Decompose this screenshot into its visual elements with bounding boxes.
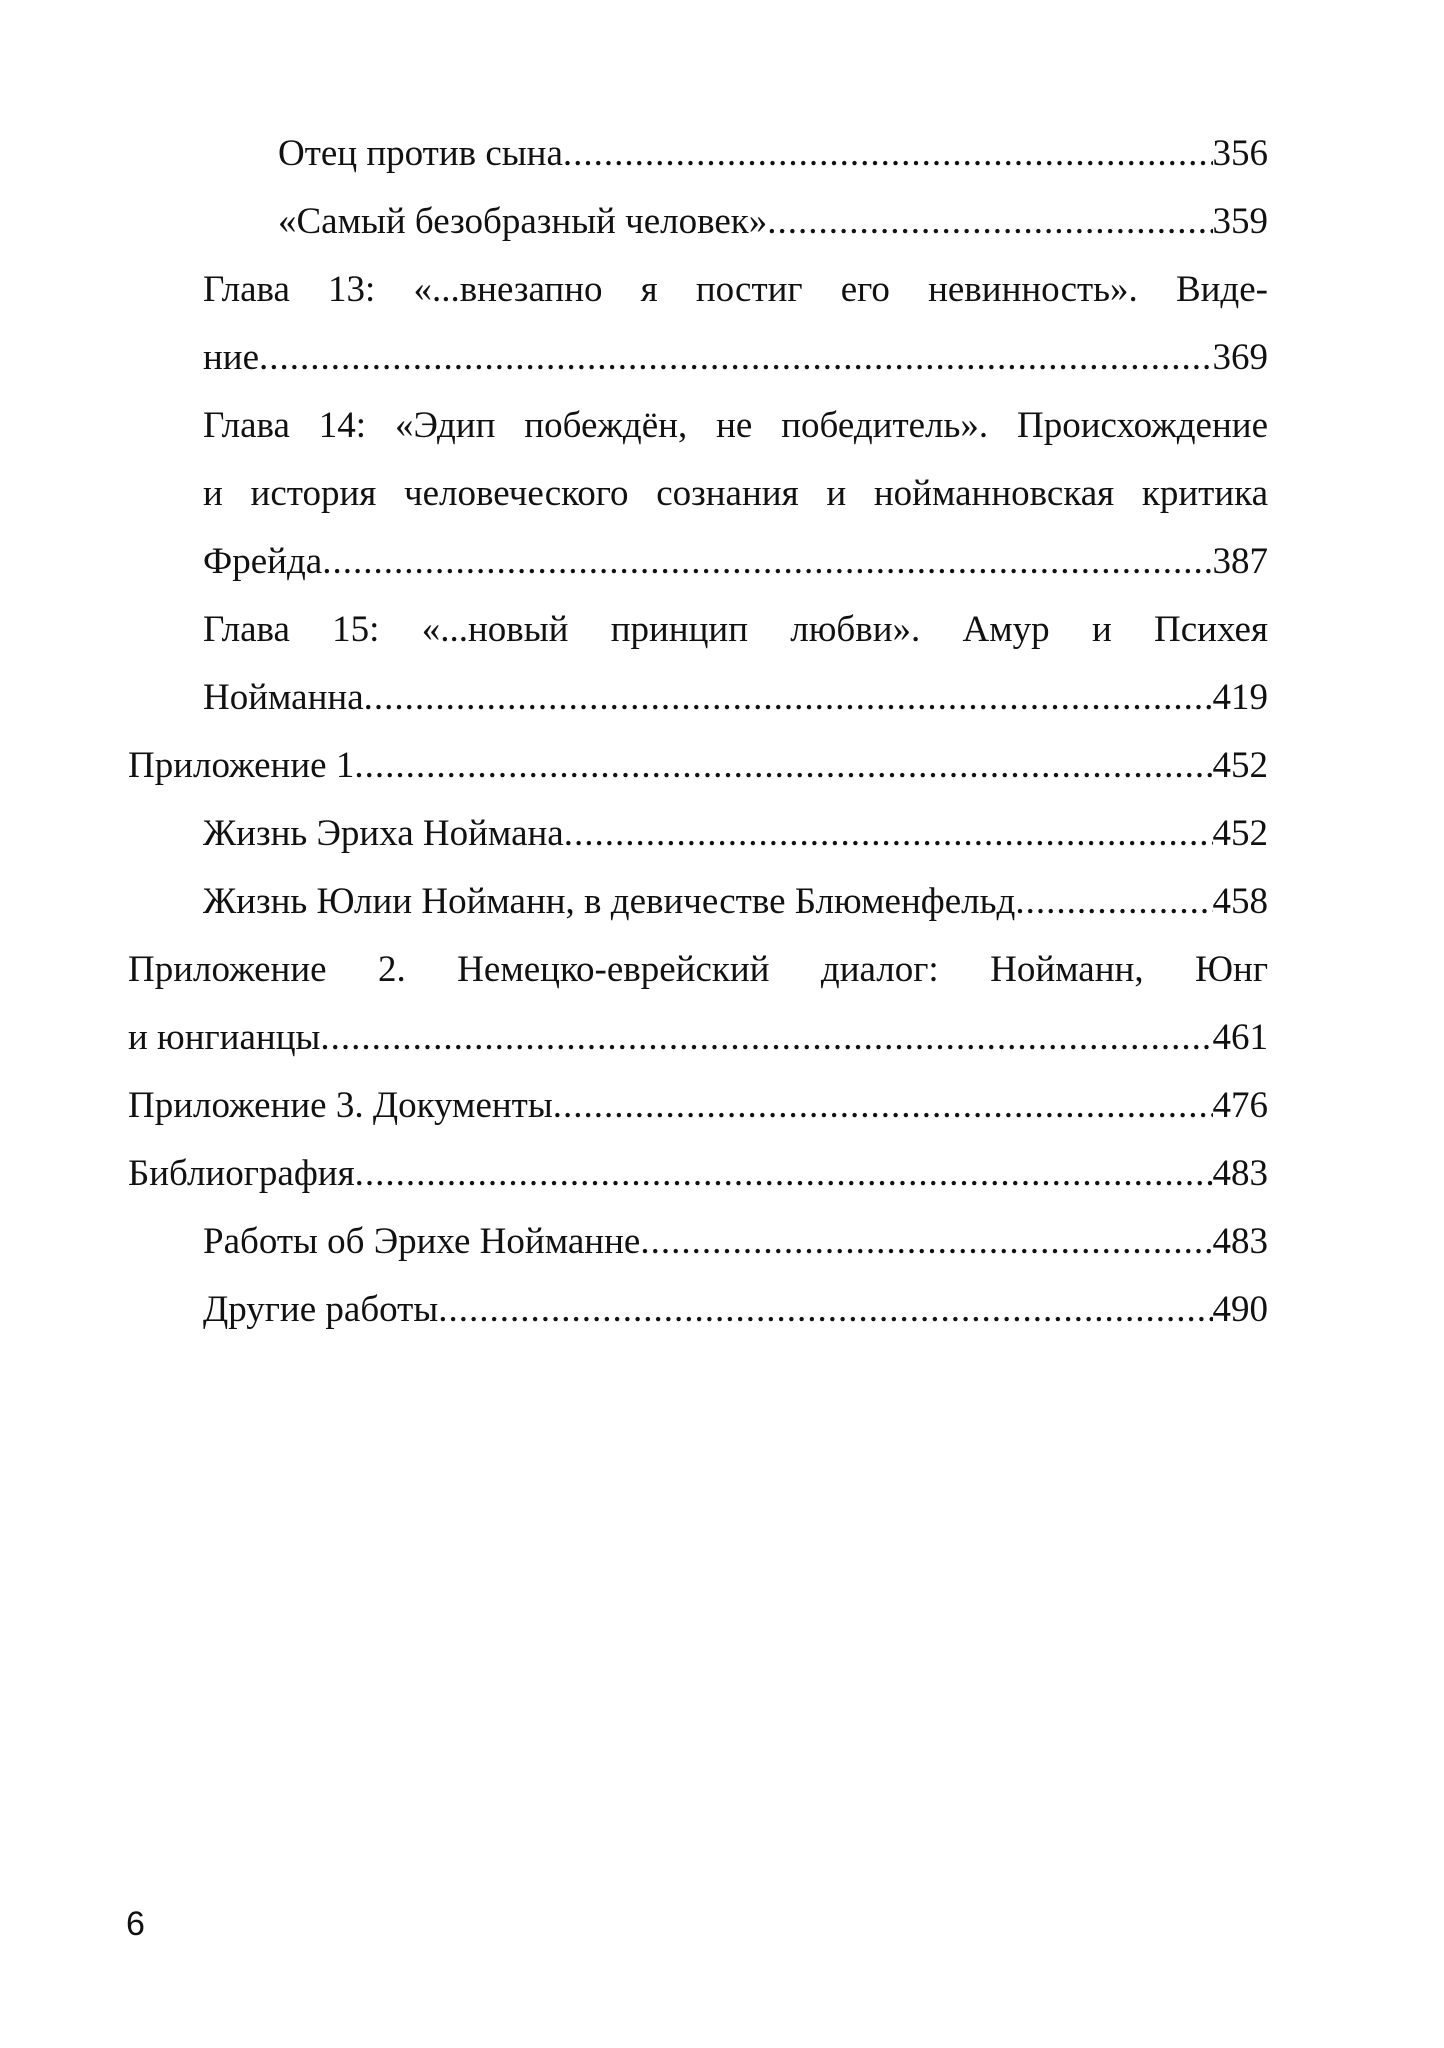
toc-entry-title: «Самый безобразный человек»	[278, 201, 768, 242]
toc-entry-page: 490	[1212, 1289, 1268, 1330]
toc-entry	[278, 188, 1268, 256]
toc-entry-title: Отец против сына	[278, 133, 563, 174]
toc-entry-page: 419	[1212, 677, 1268, 718]
toc-entry-page: 356	[1212, 133, 1268, 174]
toc-entry	[128, 732, 1268, 800]
toc-entry-page: 359	[1212, 201, 1268, 242]
toc-entry-page: 483	[1212, 1153, 1268, 1194]
toc-entry-page: 461	[1212, 1017, 1268, 1058]
leader-dots	[322, 528, 1212, 596]
toc-entry-title: и юнгианцы	[128, 1017, 321, 1058]
toc-entry-title: Другие работы	[203, 1289, 439, 1330]
toc-entry	[203, 800, 1268, 868]
toc-entry	[203, 868, 1268, 936]
toc-entry-title: Нойманна	[203, 677, 364, 718]
leader-dots	[553, 1072, 1213, 1140]
toc-entry-title: Жизнь Эриха Ноймана	[203, 813, 564, 854]
leader-dots	[355, 1140, 1213, 1208]
toc-entry-line: Глава 15: «...новый принцип любви». Амур и Психея	[203, 609, 1268, 650]
toc-entry	[203, 528, 1268, 596]
toc-entry	[203, 324, 1268, 392]
toc-entry-line: Приложение 2. Немецко-еврейский диалог: Нойманн, Юнг	[128, 949, 1268, 990]
leader-dots	[438, 1276, 1212, 1344]
toc-entry	[278, 120, 1268, 188]
toc-entry-title: Приложение 1	[128, 745, 355, 786]
leader-dots	[320, 1004, 1212, 1072]
toc-entry-page: 369	[1212, 337, 1268, 378]
leader-dots	[259, 324, 1212, 392]
toc-entry	[128, 1072, 1268, 1140]
toc-entry-title: Библиография	[128, 1153, 355, 1194]
toc-entry-page: 387	[1212, 541, 1268, 582]
toc-entry-title: Приложение 3. Документы	[128, 1085, 553, 1126]
leader-dots	[767, 188, 1212, 256]
toc-entry-page: 458	[1212, 881, 1268, 922]
toc-entry-page: 452	[1212, 745, 1268, 786]
leader-dots	[640, 1208, 1212, 1276]
leader-dots	[563, 120, 1213, 188]
leader-dots	[564, 800, 1213, 868]
toc-entry-line: и история человеческого сознания и нойманновская критика	[203, 473, 1268, 514]
leader-dots	[1015, 868, 1212, 936]
leader-dots	[354, 732, 1212, 800]
page-number: 6	[126, 1905, 145, 1943]
toc-entry-page: 483	[1212, 1221, 1268, 1262]
toc-entry	[128, 1004, 1268, 1072]
toc-entry-title: ние	[203, 337, 260, 378]
toc-entry-title: Фрейда	[203, 541, 323, 582]
toc-entry	[128, 1140, 1268, 1208]
toc-entry-title: Жизнь Юлии Нойманн, в девичестве Блюменфельд	[203, 881, 1016, 922]
toc-entry	[203, 1208, 1268, 1276]
leader-dots	[364, 664, 1213, 732]
toc-entry	[203, 664, 1268, 732]
toc-entry-line: Глава 14: «Эдип побеждён, не победитель». Происхождение	[203, 405, 1268, 446]
toc-entry	[203, 1276, 1268, 1344]
toc-entry-page: 452	[1212, 813, 1268, 854]
toc-entry-page: 476	[1212, 1085, 1268, 1126]
toc-entry-title: Работы об Эрихе Нойманне	[203, 1221, 641, 1262]
toc-entry-line: Глава 13: «...внезапно я постиг его невинность». Виде-	[203, 269, 1268, 310]
